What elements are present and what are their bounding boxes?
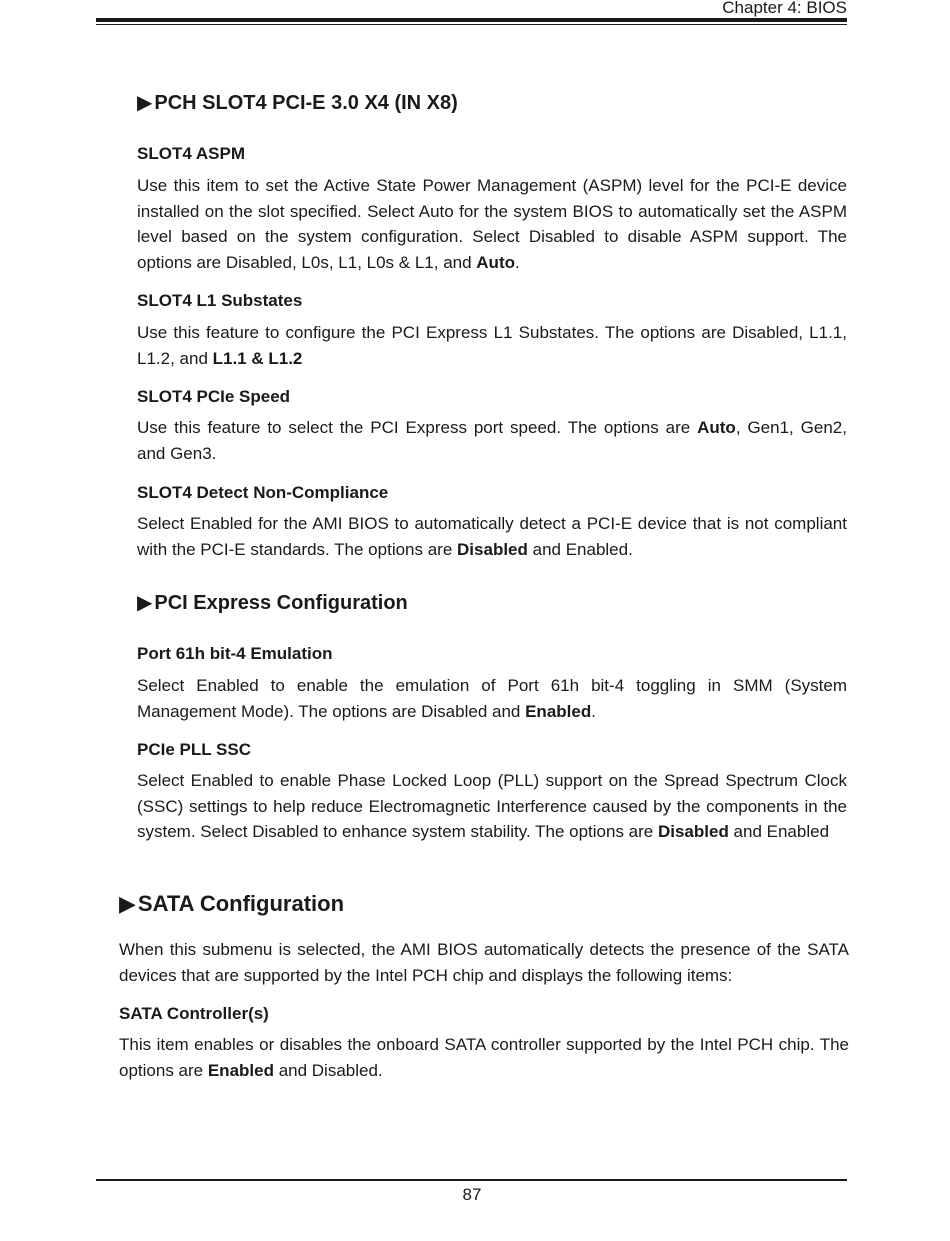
- default-option: Auto: [476, 253, 515, 273]
- default-option: Disabled: [657, 822, 729, 842]
- default-option: Auto: [697, 418, 736, 437]
- right-triangle-icon: ▶: [137, 92, 153, 114]
- item-description: Select Enabled to enable Phase Locked Loop (PLL) support on the Spread Spectrum Clock (SSC) settings to help reduce Electromagnetic Interference caused by the components in the system. Select Disabled to enhance system stability. The options are Disabled and Enabled: [137, 771, 847, 842]
- item-description: Select Enabled for the AMI BIOS to automatically detect a PCI-E device that is not compliant with the PCI-E standards. The options are Disabled and Enabled.: [137, 514, 847, 559]
- chapter-header: Chapter 4: BIOS: [722, 0, 847, 17]
- right-triangle-icon: ▶: [119, 891, 136, 916]
- default-option: Enabled: [207, 1060, 274, 1080]
- item-description: Select Enabled to enable the emulation of Port 61h bit-4 toggling in SMM (System Management Mode). The options are Disabled and Enabled.: [137, 676, 847, 721]
- item-title: SLOT4 Detect Non-Compliance: [137, 483, 389, 502]
- item-description: Use this item to set the Active State Power Management (ASPM) level for the PCI-E device installed on the slot specified. Select Auto for the system BIOS to automatically set the ASPM level based on the system configuration. Select Disabled to disable ASPM support. The options are Disabled, L0s, L1, L0s & L1, and Auto.: [137, 176, 847, 273]
- header-rule-thin: [96, 24, 847, 25]
- item-title: SLOT4 PCIe Speed: [137, 387, 291, 406]
- section-heading-pch-slot4: ▶ PCH SLOT4 PCI-E 3.0 X4 (IN X8): [137, 92, 458, 114]
- item-description: This item enables or disables the onboard SATA controller supported by the Intel PCH chip. The options are Enabled and Disabled.: [119, 1035, 849, 1080]
- item-title: Port 61h bit-4 Emulation: [137, 644, 333, 663]
- page-number: 87: [462, 1185, 482, 1204]
- default-option: L1.1 & L1.2: [212, 348, 303, 368]
- item-title: PCIe PLL SSC: [137, 740, 251, 759]
- item-description: Use this feature to select the PCI Express port speed. The options are Auto, Gen1, Gen2, and Gen3.: [137, 418, 847, 463]
- section-intro: When this submenu is selected, the AMI BIOS automatically detects the presence of the SATA devices that are supported by the Intel PCH chip and displays the following items:: [119, 940, 849, 985]
- header-rule: [96, 18, 847, 22]
- right-triangle-icon: ▶: [137, 592, 153, 614]
- footer-rule: [96, 1179, 847, 1181]
- default-option: Disabled: [457, 539, 528, 559]
- item-title: SLOT4 L1 Substates: [137, 291, 303, 310]
- section-heading-pci-express: ▶ PCI Express Configuration: [137, 592, 408, 614]
- default-option: Enabled: [525, 701, 592, 721]
- section-heading-sata: ▶SATA Configuration: [119, 891, 345, 916]
- item-description: Use this feature to configure the PCI Express L1 Substates. The options are Disabled, L1.1, L1.2, and L1.1 & L1.2: [137, 323, 847, 368]
- item-title: SLOT4 ASPM: [137, 144, 245, 163]
- item-title: SATA Controller(s): [119, 1004, 269, 1023]
